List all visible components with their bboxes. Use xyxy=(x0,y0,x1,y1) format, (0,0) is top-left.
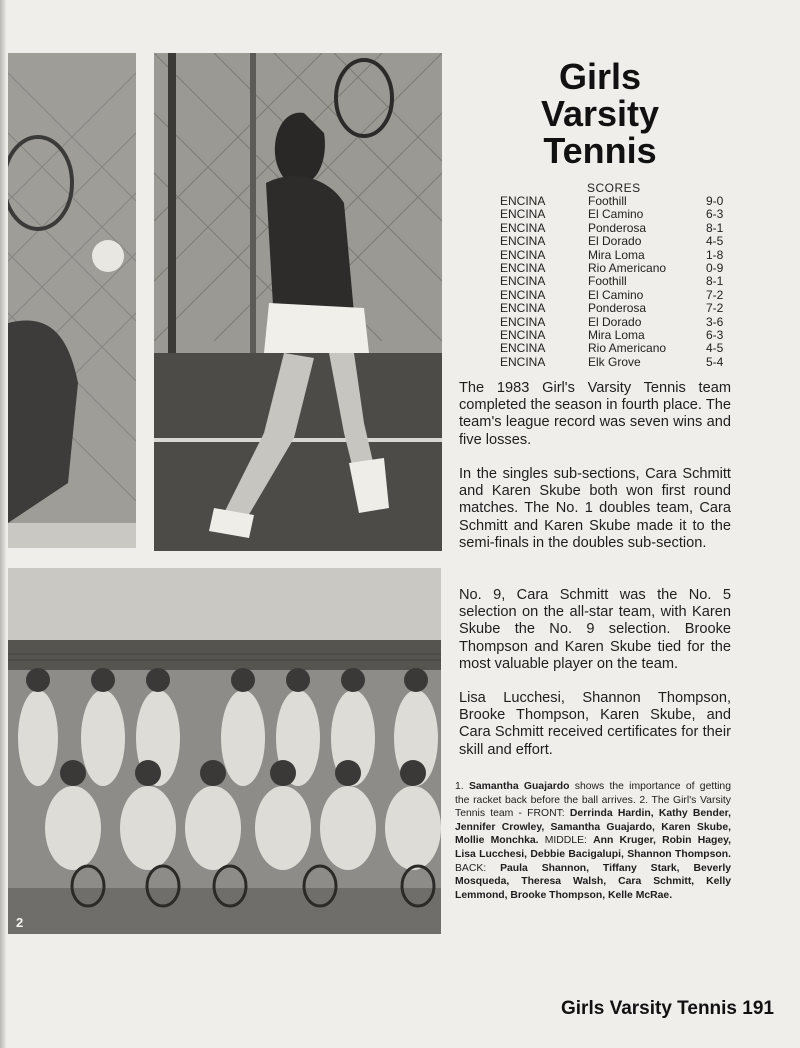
score-team: ENCINA xyxy=(500,314,546,329)
score-row xyxy=(500,316,740,329)
article-paragraph: In the singles sub-sections, Cara Schmitt and Karen Skube both won first round matches. The No. 1 doubles team, Cara Schmitt and Karen Skube made it to the semi-finals in the doubles sub-section. xyxy=(459,466,731,551)
score-result: 1-8 xyxy=(706,247,724,262)
page-footer xyxy=(561,998,774,1020)
score-result: 0-9 xyxy=(706,260,724,275)
score-result: 9-0 xyxy=(706,194,724,208)
team-photo xyxy=(8,568,441,934)
score-team: ENCINA xyxy=(500,207,546,222)
side-action-photo xyxy=(8,53,136,548)
footer-section: Girls Varsity Tennis xyxy=(561,998,738,1019)
page-binding-edge xyxy=(0,0,6,1048)
score-result: 5-4 xyxy=(706,354,724,369)
score-result: 4-5 xyxy=(706,341,724,356)
article-paragraph: Lisa Lucchesi, Shannon Thompson, Brooke Thompson, Karen Skube, and Cara Schmitt received certificates for their skill and effort. xyxy=(459,690,731,758)
score-opponent: El Camino xyxy=(588,207,644,222)
photo-number: 2 xyxy=(16,915,24,930)
photo-caption xyxy=(455,780,731,902)
score-team: ENCINA xyxy=(500,234,546,249)
score-team: ENCINA xyxy=(500,341,546,356)
caption-back-names: Paula Shannon, Tiffany Stark, Beverly Mosqueda, Theresa Walsh, Cara Schmitt, Kelly Lemmond, Brooke Thompson, Kelle McRae. xyxy=(455,862,731,901)
score-opponent: Rio Americano xyxy=(588,260,667,275)
score-result: 8-1 xyxy=(706,274,724,289)
score-row xyxy=(500,342,740,355)
caption-middle-label: MIDDLE: xyxy=(538,835,594,847)
score-team: ENCINA xyxy=(500,327,546,342)
score-opponent: Ponderosa xyxy=(588,301,647,316)
article-paragraph: The 1983 Girl's Varsity Tennis team completed the season in fourth place. The team's league record was seven wins and five losses. xyxy=(459,380,731,448)
score-opponent: Foothill xyxy=(588,274,627,289)
score-opponent: El Dorado xyxy=(588,234,642,249)
score-result: 7-2 xyxy=(706,287,724,302)
score-row xyxy=(500,222,740,235)
score-row xyxy=(500,262,740,275)
score-row xyxy=(500,289,740,302)
caption-featured-name: Samantha Guajardo xyxy=(468,781,570,792)
score-row xyxy=(500,235,740,248)
score-row xyxy=(500,195,740,208)
score-team: ENCINA xyxy=(500,354,546,369)
score-result: 7-2 xyxy=(706,301,724,316)
caption-back-label: BACK: xyxy=(455,862,501,874)
score-team: ENCINA xyxy=(500,194,546,208)
score-result: 3-6 xyxy=(706,314,724,329)
score-row xyxy=(500,275,740,288)
score-team: ENCINA xyxy=(500,220,546,235)
score-result: 6-3 xyxy=(706,327,724,342)
score-result: 6-3 xyxy=(706,207,724,222)
scores-table xyxy=(500,195,740,369)
score-opponent: Elk Grove xyxy=(588,354,641,369)
page-title xyxy=(500,58,700,169)
score-opponent: Ponderosa xyxy=(588,220,647,235)
caption-prefix: 1. xyxy=(455,781,469,792)
score-team: ENCINA xyxy=(500,260,546,275)
score-team: ENCINA xyxy=(500,247,546,262)
title-line-2: Varsity xyxy=(540,93,660,134)
score-result: 4-5 xyxy=(706,234,724,249)
score-opponent: El Camino xyxy=(588,287,644,302)
score-opponent: Rio Americano xyxy=(588,341,667,356)
score-row xyxy=(500,356,740,369)
scores-heading: SCORES xyxy=(587,181,641,195)
score-row xyxy=(500,208,740,221)
score-team: ENCINA xyxy=(500,287,546,302)
score-opponent: Mira Loma xyxy=(588,247,645,262)
score-row xyxy=(500,329,740,342)
title-line-3: Tennis xyxy=(543,130,657,171)
score-opponent: Foothill xyxy=(588,194,627,208)
article-paragraph: No. 9, Cara Schmitt was the No. 5 selection on the all-star team, with Karen Skube the No. 9 selection. Brooke Thompson and Karen Skube tied for the most valuable player on the team. xyxy=(459,587,731,672)
score-row xyxy=(500,249,740,262)
score-result: 8-1 xyxy=(706,220,724,235)
score-opponent: Mira Loma xyxy=(588,327,645,342)
caption-front-names: Derrinda Hardin, Kathy Bender, Jennifer Crowley, Samantha Guajardo, Karen Skube, Mollie Monchka. xyxy=(455,808,731,847)
score-opponent: El Dorado xyxy=(588,314,642,329)
score-row xyxy=(500,302,740,315)
caption-text: shows the importance of getting the racket back before the ball arrives. 2. The Girl's Varsity Tennis team - FRONT: xyxy=(455,781,731,820)
title-line-1: Girls xyxy=(558,56,642,97)
footer-page-number: 191 xyxy=(742,998,774,1019)
caption-middle-names: Ann Kruger, Robin Hagey, Lisa Lucchesi, Debbie Bacigalupi, Shannon Thompson. xyxy=(455,835,732,860)
action-photo-guajardo xyxy=(154,53,442,551)
score-team: ENCINA xyxy=(500,274,546,289)
score-team: ENCINA xyxy=(500,301,546,316)
